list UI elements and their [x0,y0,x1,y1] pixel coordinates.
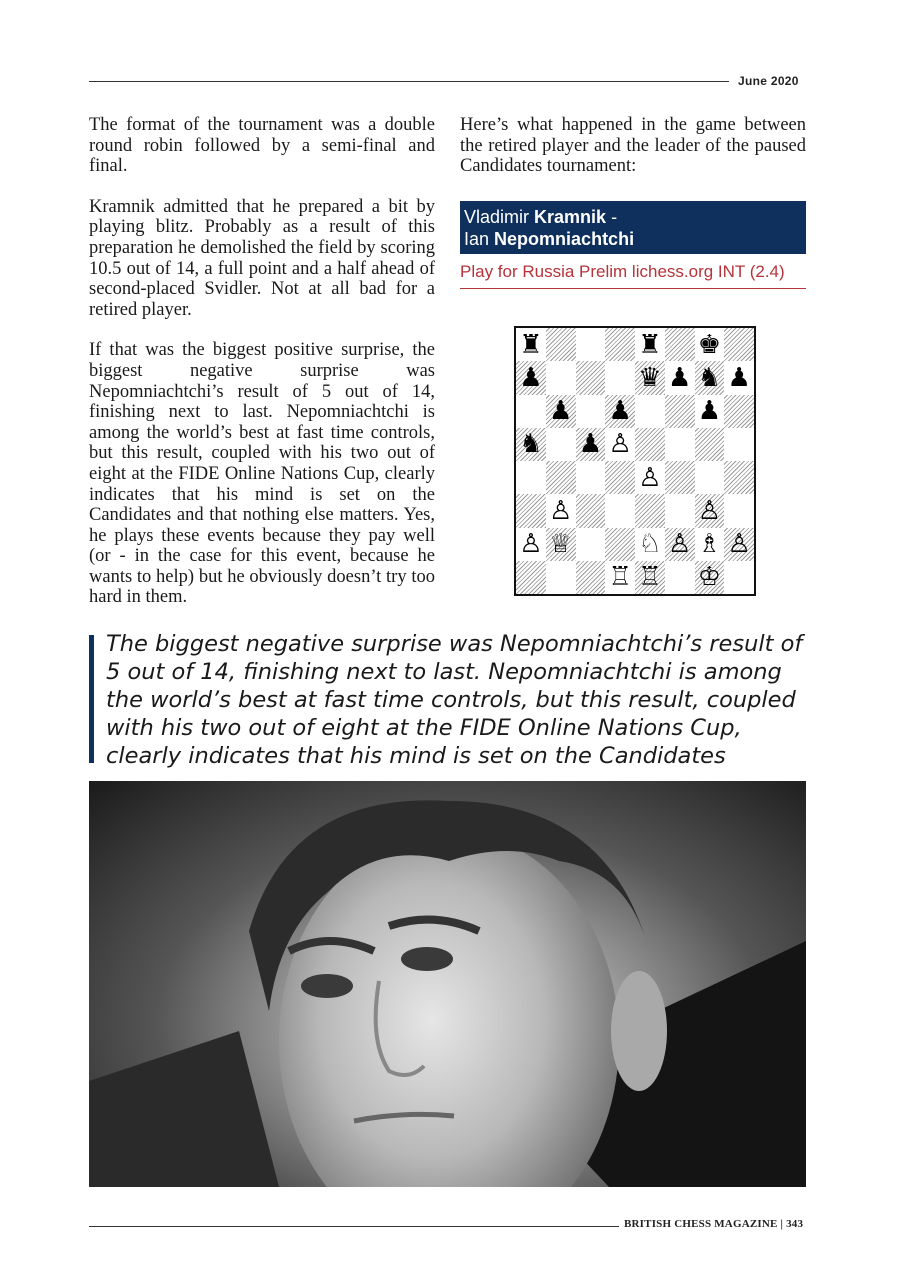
black-player [464,228,806,250]
board-square [576,361,606,394]
chess-piece: ♘ [638,529,662,560]
board-square [724,428,754,461]
white-last-name: Kramnik [534,207,607,227]
board-square [576,428,606,461]
board-square [546,561,576,594]
chess-piece: ♟ [578,429,603,460]
chess-piece: ♞ [697,362,722,393]
board-square [635,361,665,394]
chess-piece: ♟ [608,396,632,427]
chess-piece: ♔ [697,562,722,593]
chess-piece: ♕ [548,529,573,560]
board-square [576,395,606,428]
board-square [605,494,635,527]
board-square [516,328,546,361]
board-square [665,395,695,428]
board-square [724,561,754,594]
board-square [695,395,725,428]
board-square [605,328,635,361]
board-square [665,528,695,561]
paragraph: If that was the biggest positive surprise, the biggest negative surprise was Nepomniachtchi’s result of 5 out of 14, finishing next to last. Nepomniachtchi is among the world’s best at fast time controls, but this result, coupled with his two out of eight at the FIDE Online Nations Cup, clearly indicates that his mind is set on the Candidates and that nothing else matters. Yes, he plays these events because they pay well (or - in the case for this event, because he wants to help) but he obviously doesn’t try too hard in them. [89,340,435,608]
board-square [665,494,695,527]
board-square [576,561,606,594]
board-square [546,461,576,494]
chess-piece: ♗ [697,529,722,560]
board-square [695,528,725,561]
chess-piece: ♖ [638,562,662,593]
players-separator: - [611,207,618,227]
pull-quote-bar [89,635,94,763]
portrait-illustration [89,781,806,1187]
chess-piece: ♙ [608,429,632,460]
board-square [695,428,725,461]
board-square [724,328,754,361]
board-square [724,528,754,561]
paragraph: Here’s what happened in the game between the retired player and the leader of the paused Candidates tournament: [460,115,806,177]
board-square [635,328,665,361]
chess-piece: ♛ [638,362,662,393]
black-first-name: Ian [464,229,490,249]
chess-board-diagram [514,326,756,596]
footer-rule [89,1226,619,1227]
game-title-box [460,201,806,254]
board-square [516,361,546,394]
board-square [546,361,576,394]
header-rule [89,81,729,82]
board-square [576,328,606,361]
right-column-intro [460,115,806,197]
board-square [665,328,695,361]
chess-piece: ♙ [548,495,573,526]
board-square [665,428,695,461]
board-square [724,395,754,428]
board-square [695,561,725,594]
chess-piece: ♟ [727,362,751,393]
board-square [665,461,695,494]
paragraph: Kramnik admitted that he prepared a bit by playing blitz. Probably as a result of this preparation he demolished the field by scoring 10.5 out of 14, a full point and a half ahead of second-placed Svidler. Not at all bad for a retired player. [89,196,435,320]
board-square [665,361,695,394]
board-square [635,395,665,428]
chess-piece: ♜ [638,329,662,360]
board-square [695,328,725,361]
board-square [635,561,665,594]
board-square [635,528,665,561]
black-last-name: Nepomniachtchi [494,229,635,249]
chess-piece: ♟ [667,362,692,393]
board-square [605,428,635,461]
chess-piece: ♙ [697,495,722,526]
board-square [724,461,754,494]
chess-piece: ♚ [697,329,722,360]
board-square [665,561,695,594]
board-square [695,461,725,494]
board-square [576,528,606,561]
board-square [546,328,576,361]
white-first-name: Vladimir [464,207,530,227]
chess-piece: ♟ [519,362,543,393]
chess-piece: ♟ [697,396,722,427]
chess-piece: ♟ [548,396,573,427]
board-square [546,395,576,428]
board-square [605,361,635,394]
board-square [546,494,576,527]
chess-piece: ♙ [667,529,692,560]
board-square [695,361,725,394]
board-square [546,528,576,561]
player-portrait-photo [89,781,806,1187]
board-square [635,461,665,494]
board-square [605,528,635,561]
board-square [516,494,546,527]
board-square [695,494,725,527]
chess-piece: ♙ [638,462,662,493]
board-square [516,395,546,428]
board-square [724,494,754,527]
white-player [464,206,806,228]
board-square [516,528,546,561]
chess-piece: ♞ [519,429,543,460]
chess-piece: ♜ [519,329,543,360]
board-square [635,428,665,461]
board-square [576,461,606,494]
issue-date: June 2020 [738,74,799,88]
left-column [89,115,435,628]
board-square [546,428,576,461]
pull-quote: The biggest negative surprise was Nepomniachtchi’s result of 5 out of 14, finishing next to last. Nepomniachtchi is among the world’s best at fast time controls, but this result, coupled with his two out of eight at the FIDE Online Nations Cup, clearly indicates that his mind is set on the Candidates [106,631,803,769]
board-square [635,494,665,527]
event-name: Play for Russia Prelim lichess.org INT (2.4) [460,262,806,289]
board-square [516,561,546,594]
board-square [516,461,546,494]
footer-page-info: BRITISH CHESS MAGAZINE | 343 [624,1218,804,1230]
board-square [516,428,546,461]
chess-piece: ♖ [608,562,632,593]
paragraph: The format of the tournament was a double round robin followed by a semi-final and final. [89,115,435,177]
chess-piece: ♙ [727,529,751,560]
board-square [605,561,635,594]
board-square [724,361,754,394]
chess-piece: ♙ [519,529,543,560]
board-square [576,494,606,527]
board-square [605,395,635,428]
board-square [605,461,635,494]
